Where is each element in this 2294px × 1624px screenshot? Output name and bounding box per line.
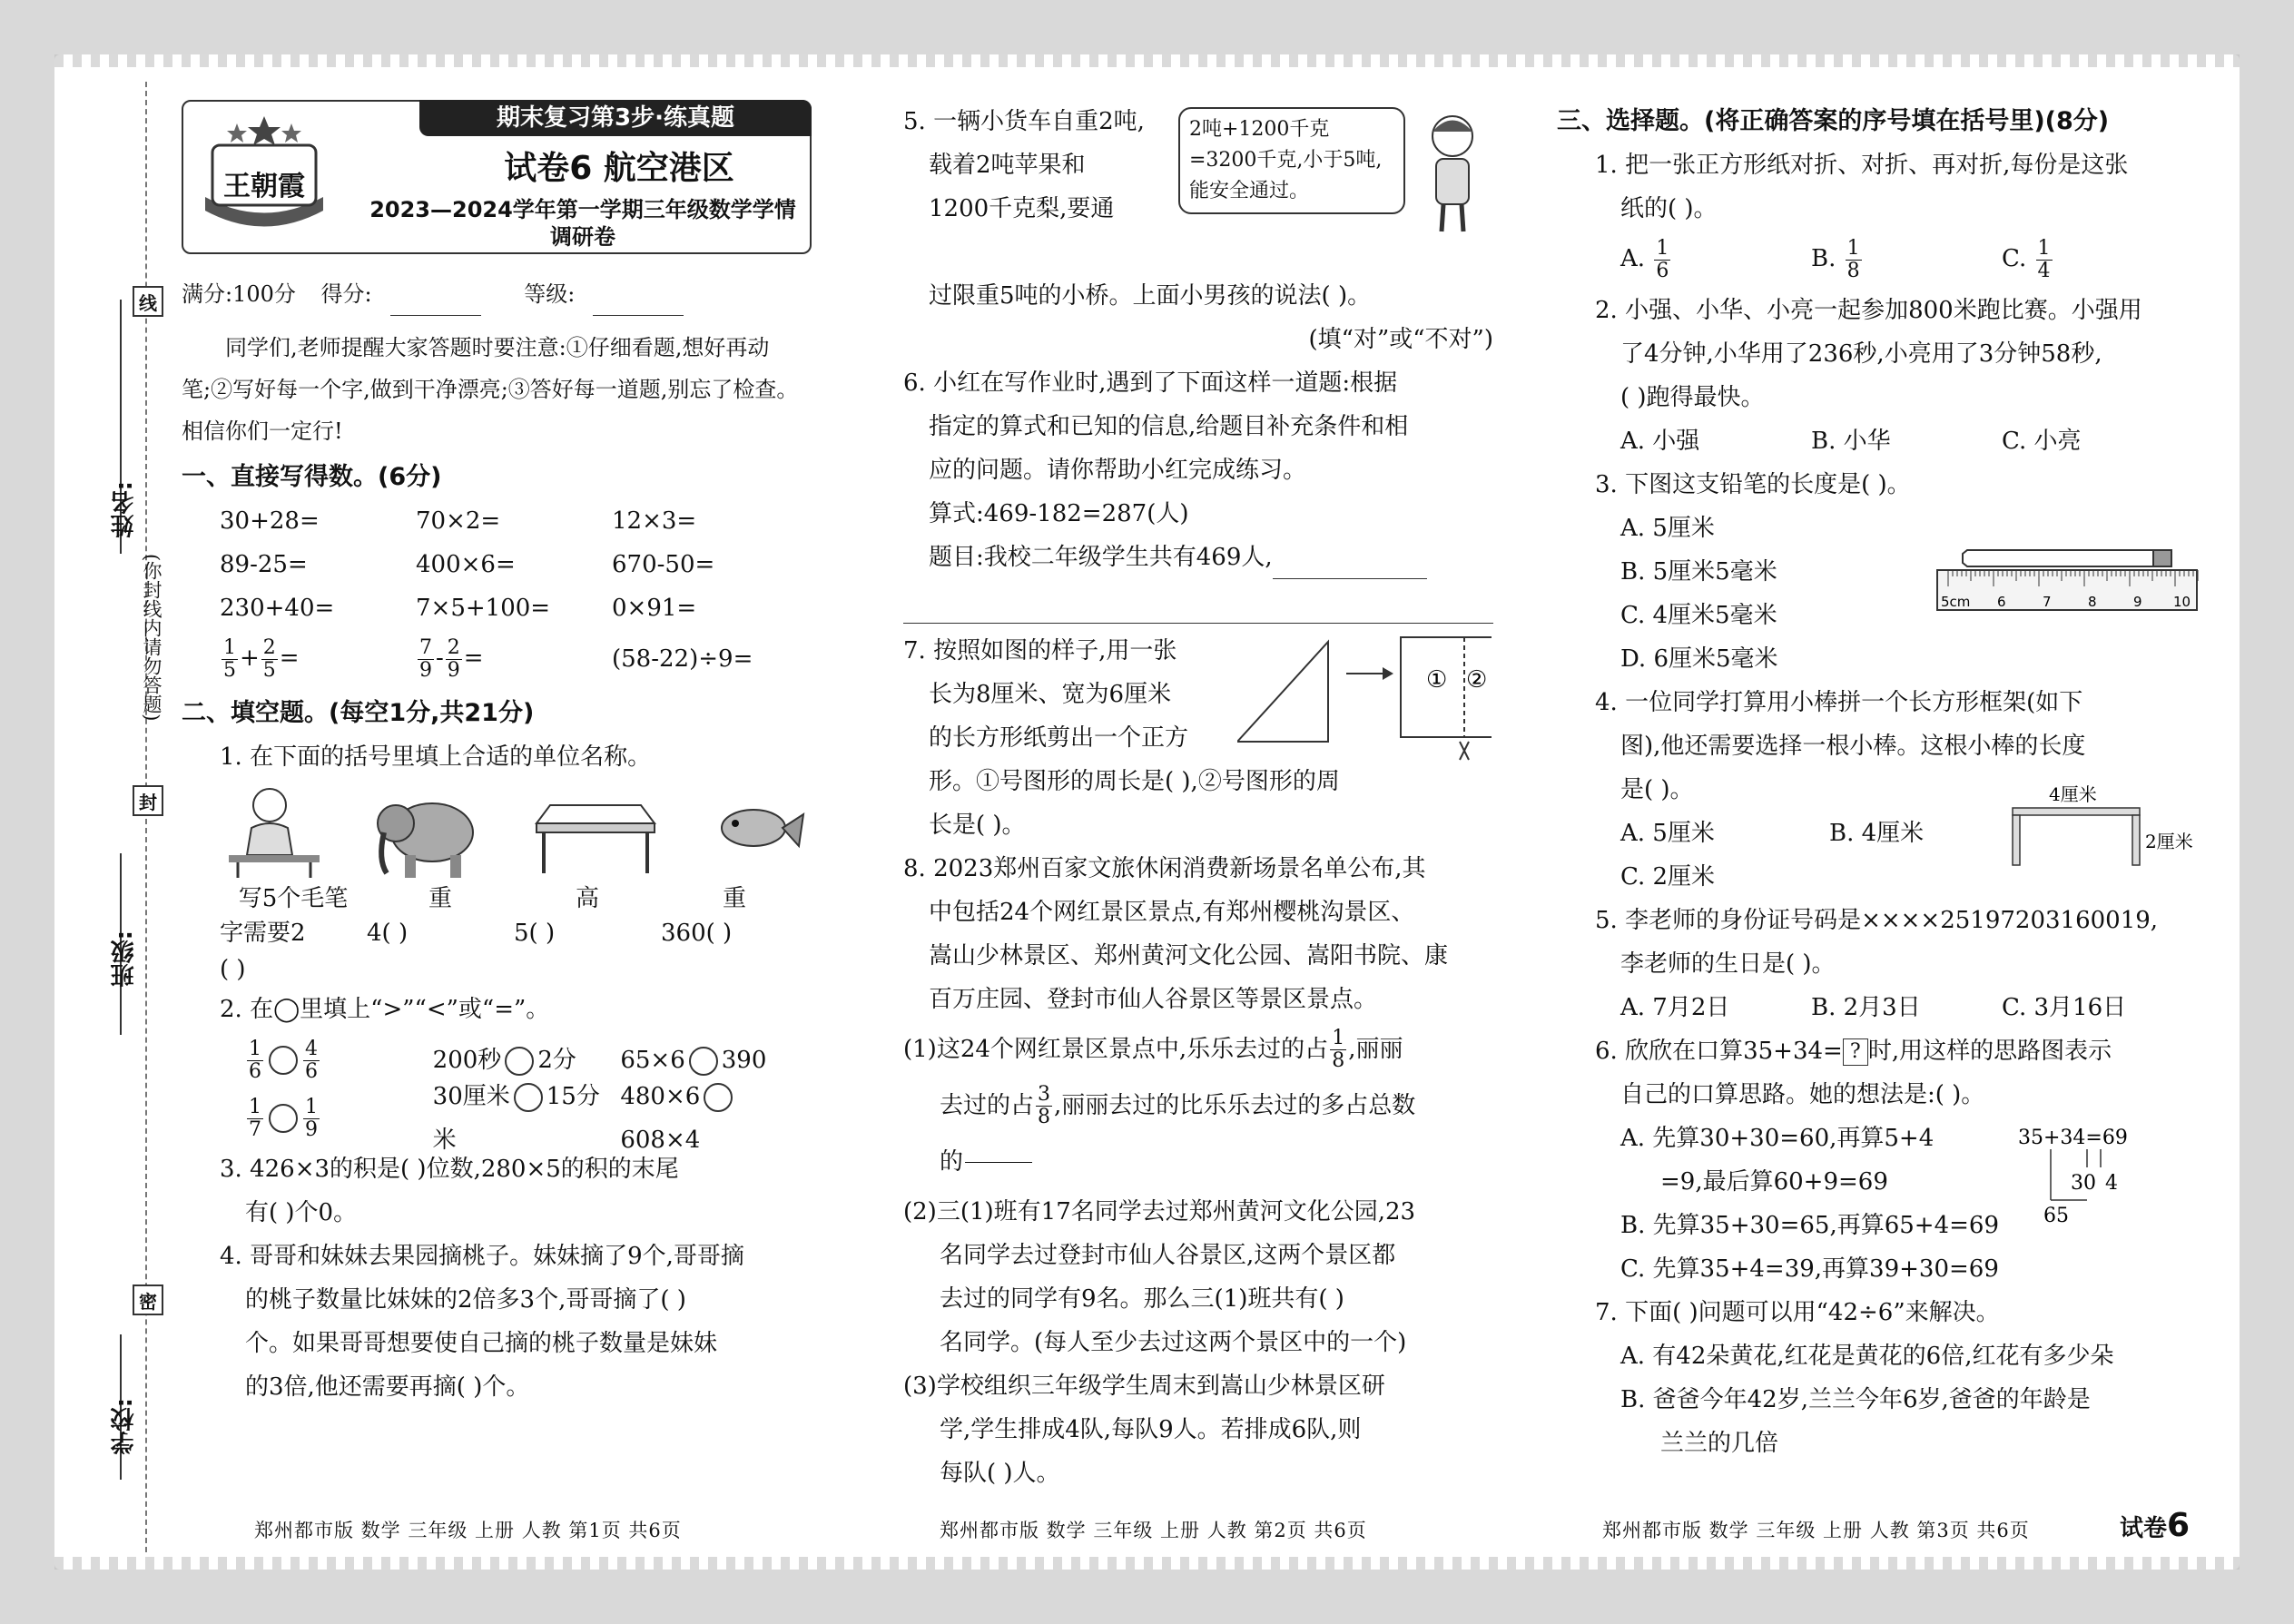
fraction-answer-blank[interactable] xyxy=(965,1140,1032,1185)
q1-blank[interactable]: 360( ) xyxy=(661,920,733,947)
q5-line: 过限重5吨的小桥。上面小男孩的说法( )。 xyxy=(929,282,1372,310)
option-c[interactable]: C. 2厘米 xyxy=(1620,863,1716,891)
grade-blank[interactable] xyxy=(593,293,684,316)
q8-3-line: 每队( )人。 xyxy=(940,1460,1060,1487)
section-3-body xyxy=(1557,143,2192,1465)
fill-q3-cont: 有( )个0。 xyxy=(245,1199,358,1226)
option-a[interactable]: A. 5厘米 xyxy=(1620,515,1715,542)
score-meta xyxy=(182,272,808,316)
mark-secret: 密 xyxy=(133,1284,163,1315)
calc-item: 400×6= xyxy=(416,551,516,578)
option-d[interactable]: D. 6厘米5毫米 xyxy=(1620,645,1778,673)
stick-side-label: 2厘米 xyxy=(2145,831,2193,852)
q5-block xyxy=(903,100,1493,318)
q5-line: 1200千克梨,要通 xyxy=(929,195,1115,222)
figure-label-1: ① xyxy=(1426,666,1448,694)
option-b[interactable]: B. $\frac{1}{8}$ xyxy=(1811,236,1860,282)
calc-item: 89-25= xyxy=(220,551,308,578)
option-a[interactable]: A. $\frac{1}{6}$ xyxy=(1620,236,1669,282)
fill-q4-cont: 个。如果哥哥想要使自己摘的桃子数量是妹妹 xyxy=(245,1330,718,1357)
option-a[interactable]: A. 有42朵黄花,红花是黄花的6倍,红花有多少朵 xyxy=(1620,1343,2114,1370)
q8-1-line: 的 xyxy=(903,1134,1493,1190)
option-a-cont: =9,最后算60+9=69 xyxy=(1660,1168,1888,1196)
choice-q1-cont: 纸的( )。 xyxy=(1620,195,1718,222)
boy-icon xyxy=(1416,109,1489,236)
option-c[interactable]: C. 小亮 xyxy=(2002,428,2082,455)
option-c[interactable]: C. $\frac{1}{4}$ xyxy=(2002,236,2051,282)
compare-item[interactable]: 30厘米 15分米 xyxy=(432,1083,600,1154)
choice-q4-cont: 图),他还需要选择一根小棒。这根小棒的长度 xyxy=(1620,733,2086,760)
mark-line: 线 xyxy=(133,286,163,317)
compare-item[interactable]: $\frac{1}{7}$ $\frac{1}{9}$ xyxy=(249,1095,318,1141)
q8-line: 嵩山少林景区、郑州黄河文化公园、嵩阳书院、康 xyxy=(929,942,1449,969)
review-banner: 期末复习第3步·练真题 xyxy=(419,100,812,136)
paper-subtitle: 2023—2024学年第一学期三年级数学学情调研卷 xyxy=(369,197,796,250)
exam-header xyxy=(182,100,812,254)
figure-label-2: ② xyxy=(1466,666,1488,694)
choice-q6: 6. 欣欣在口算35+34= ? 时,用这样的思路图表示 xyxy=(1595,1038,2112,1065)
stick-top-label: 4厘米 xyxy=(2049,784,2097,805)
fill-q3: 3. 426×3的积是( )位数,280×5的积的末尾 xyxy=(220,1156,679,1183)
diagram-num: 30 xyxy=(2071,1172,2096,1195)
q7-line: 的长方形纸剪出一个正方 xyxy=(929,724,1189,752)
q6-formula: 算式:469-182=287(人) xyxy=(929,500,1189,527)
q1-label: 高 xyxy=(575,885,599,912)
option-b[interactable]: B. 小华 xyxy=(1811,428,1891,455)
q3-options xyxy=(1595,507,2192,681)
fish-icon xyxy=(708,782,808,882)
q6-options xyxy=(1595,1117,2192,1291)
q7-line: 长是( )。 xyxy=(929,812,1026,839)
q8-2-line: (2)三(1)班有17名同学去过郑州黄河文化公园,23 xyxy=(903,1198,1416,1225)
option-c[interactable]: C. 4厘米5毫米 xyxy=(1620,602,1777,629)
no-answer-note: (你封线内请勿答题) xyxy=(141,554,162,722)
q1-label: 写5个毛笔 xyxy=(238,885,349,912)
section-1-title: 一、直接写得数。(6分) xyxy=(182,463,442,491)
q7-line: 7. 按照如图的样子,用一张 xyxy=(903,637,1177,664)
girl-writing-icon xyxy=(220,782,329,882)
full-score: 满分:100分 xyxy=(182,281,296,307)
cut-square-figure xyxy=(1237,633,1492,769)
choice-q2-cont: 了4分钟,小华用了236秒,小亮用了3分钟58秒, xyxy=(1620,340,2102,368)
option-a[interactable]: A. 先算30+30=60,再算5+4 xyxy=(1620,1125,1935,1152)
choice-q6-cont: 自己的口算思路。她的想法是:( )。 xyxy=(1620,1081,1985,1108)
ruler-label: 5cm xyxy=(1941,594,1971,610)
fill-q1: 1. 在下面的括号里填上合适的单位名称。 xyxy=(220,743,652,771)
q4-options xyxy=(1595,784,2193,899)
q8-2-line: 名同学。(每人至少去过这两个景区中的一个) xyxy=(940,1329,1407,1356)
calc-item: 670-50= xyxy=(612,551,715,578)
ruler-label: 6 xyxy=(1997,594,2006,610)
calc-item: 7×5+100= xyxy=(416,595,551,622)
calc-item: (58-22)÷9= xyxy=(612,645,753,673)
fill-q4-cont: 的桃子数量比妹妹的2倍多3个,哥哥摘了( ) xyxy=(245,1286,686,1314)
wavy-border-bottom xyxy=(54,1557,2240,1570)
choice-q4-cont: 是( )。 xyxy=(1620,776,1694,803)
page-footer-2: 郑州都市版 数学 三年级 上册 人教 第2页 共6页 xyxy=(940,1520,1367,1541)
section-2-title: 二、填空题。(每空1分,共21分) xyxy=(182,699,535,727)
intro-text: 同学们,老师提醒大家答题时要注意:①仔细看题,想好再动笔;②写好每一个字,做到干净漂亮;③答好每一道题,别忘了检查。相信你们一定行! xyxy=(182,335,799,444)
q6-problem: 题目:我校二年级学生共有469人, xyxy=(929,544,1273,571)
speech-bubble: 2吨+1200千克=3200千克,小于5吨,能安全通过。 xyxy=(1178,107,1405,214)
section-3-title: 三、选择题。(将正确答案的序号填在括号里)(8分) xyxy=(1557,107,2110,135)
option-a[interactable]: A. 小强 xyxy=(1620,428,1700,455)
q6-blank-line[interactable] xyxy=(903,579,1493,624)
q8-line: 百万庄园、登封市仙人谷景区等景区景点。 xyxy=(929,986,1378,1013)
stick-frame-figure xyxy=(1994,784,2194,875)
compare-circle[interactable] xyxy=(514,1083,543,1112)
table-icon xyxy=(527,782,664,882)
fill-q4-cont: 的3倍,他还需要再摘( )个。 xyxy=(245,1373,530,1401)
q1-label: 重 xyxy=(722,885,746,912)
q7-line: 长为8厘米、宽为6厘米 xyxy=(929,681,1172,708)
compare-circle[interactable] xyxy=(269,1046,298,1075)
compare-circle[interactable] xyxy=(689,1047,718,1076)
q8-3-line: 学,学生排成4队,每队9人。若排成6队,则 xyxy=(940,1416,1362,1443)
q8-1-line: 去过的占 $\frac{3}{8}$ ,丽丽去过的比乐乐去过的多占总数 xyxy=(940,1082,1416,1128)
diagram-equation: 35+34=69 xyxy=(2018,1127,2128,1149)
ruler-label: 10 xyxy=(2173,594,2191,610)
q6-blank[interactable] xyxy=(1273,555,1427,579)
logo-text: 王朝霞 xyxy=(223,171,305,202)
score-label: 得分: xyxy=(320,281,372,307)
q8-line: 中包括24个网红景区景点,有郑州樱桃沟景区、 xyxy=(929,899,1415,926)
calc-item: 12×3= xyxy=(612,507,697,535)
page-footer-3: 郑州都市版 数学 三年级 上册 人教 第3页 共6页 xyxy=(1602,1520,2030,1541)
option-b-cont: 兰兰的几倍 xyxy=(1660,1430,1779,1457)
diagram-num: 4 xyxy=(2105,1172,2118,1195)
choice-q2-cont: ( )跑得最快。 xyxy=(1620,384,1765,411)
choice-q2: 2. 小强、小华、小亮一起参加800米跑比赛。小强用 xyxy=(1595,297,2142,324)
q7-line: 形。①号图形的周长是( ),②号图形的周 xyxy=(929,768,1340,795)
q6-line: 应的问题。请你帮助小红完成练习。 xyxy=(929,457,1307,484)
option-b[interactable]: B. 先算35+30=65,再算65+4=69 xyxy=(1620,1212,2000,1239)
paper-tag-number: 6 xyxy=(2167,1507,2191,1544)
question-box: ? xyxy=(1843,1038,1868,1066)
q1-pictures xyxy=(220,782,808,882)
calc-item: 0×91= xyxy=(612,595,697,622)
option-c[interactable]: C. 先算35+4=39,再算39+30=69 xyxy=(1620,1255,1999,1283)
option-b[interactable]: B. 爸爸今年42岁,兰兰今年6岁,爸爸的年龄是 xyxy=(1620,1386,2091,1413)
option-b[interactable]: B. 4厘米 xyxy=(1829,820,1925,847)
choice-q5-cont: 李老师的生日是( )。 xyxy=(1620,950,1836,978)
mark-seal: 封 xyxy=(133,785,163,816)
paper-tag-label: 试卷 xyxy=(2120,1515,2168,1542)
calc-item: 70×2= xyxy=(416,507,501,535)
ruler-label: 8 xyxy=(2088,594,2097,610)
column-3 xyxy=(1557,100,2192,1465)
q1-blank[interactable]: 4( ) xyxy=(367,920,409,947)
option-a[interactable]: A. 7月2日 xyxy=(1620,994,1730,1021)
column-2 xyxy=(903,100,1493,1495)
compare-item[interactable]: $\frac{1}{6}$ $\frac{4}{6}$ xyxy=(249,1037,318,1083)
q5-line: 5. 一辆小货车自重2吨, xyxy=(903,108,1145,135)
compare-item[interactable]: 200秒 2分 xyxy=(432,1047,576,1074)
wavy-border-top xyxy=(54,54,2240,67)
section-1-body xyxy=(182,499,808,688)
binding-margin xyxy=(100,82,182,1552)
choice-q1: 1. 把一张正方形纸对折、对折、再对折,每份是这张 xyxy=(1595,152,2129,179)
compare-circle[interactable] xyxy=(704,1083,733,1112)
compare-item[interactable]: 65×6 390 xyxy=(620,1047,767,1074)
q8-3-line: (3)学校组织三年级学生周末到嵩山少林景区研 xyxy=(903,1373,1385,1400)
q1-blank[interactable]: ( ) xyxy=(220,956,246,983)
calc-item: 30+28= xyxy=(220,507,320,535)
section-2-body xyxy=(182,735,808,1409)
scissors-icon xyxy=(1460,742,1469,760)
ruler-pencil-figure xyxy=(1935,543,2199,615)
paper-title: 试卷6 航空港区 xyxy=(504,150,734,187)
choice-q3: 3. 下图这支铅笔的长度是( )。 xyxy=(1595,471,1911,498)
option-a[interactable]: A. 5厘米 xyxy=(1620,820,1715,847)
q5-hint: (填“对”或“不对”) xyxy=(1308,326,1493,353)
ruler-label: 7 xyxy=(2043,594,2052,610)
compare-circle[interactable] xyxy=(269,1104,298,1133)
fill-q2: 2. 在◯里填上“>”“<”或“=”。 xyxy=(220,996,550,1023)
calc-item-fraction-sub: $\frac{7}{9}$ - $\frac{2}{9}$ = xyxy=(419,635,484,682)
q8-1-line: (1)这24个网红景区景点中,乐乐去过的占 $\frac{1}{8}$ ,丽丽 xyxy=(903,1026,1403,1072)
brand-logo xyxy=(196,111,332,238)
diagram-num: 65 xyxy=(2043,1205,2069,1225)
choice-q7: 7. 下面( )问题可以用“42÷6”来解决。 xyxy=(1595,1299,2000,1326)
choice-q4: 4. 一位同学打算用小棒拼一个长方形框架(如下 xyxy=(1595,689,2083,716)
q8-line: 8. 2023郑州百家文旅休闲消费新场景名单公布,其 xyxy=(903,855,1426,882)
option-b[interactable]: B. 5厘米5毫米 xyxy=(1620,558,1777,586)
column-1 xyxy=(182,100,808,1409)
compare-circle[interactable] xyxy=(505,1047,534,1076)
class-label: 班级: xyxy=(111,930,138,988)
q6-line: 指定的算式和已知的信息,给题目补充条件和相 xyxy=(929,413,1409,440)
option-b[interactable]: B. 2月3日 xyxy=(1811,994,1921,1021)
school-label: 学校: xyxy=(111,1398,138,1455)
calc-item-fraction-add: $\frac{1}{5}$ + $\frac{2}{5}$ = xyxy=(223,635,300,682)
grade-label: 等级: xyxy=(524,281,576,307)
q8-2-line: 去过的同学有9名。那么三(1)班共有( ) xyxy=(940,1285,1344,1313)
name-label: 姓名: xyxy=(111,481,138,538)
ruler-label: 9 xyxy=(2133,594,2142,610)
q5-line: 载着2吨苹果和 xyxy=(929,152,1086,179)
choice-q5: 5. 李老师的身份证号码是××××25197203160019, xyxy=(1595,907,2159,934)
elephant-icon xyxy=(373,782,482,882)
q8-2-line: 名同学去过登封市仙人谷景区,这两个景区都 xyxy=(940,1242,1396,1269)
q1-blank[interactable]: 5( ) xyxy=(514,920,556,947)
paper-number-tag xyxy=(2120,1507,2190,1544)
fill-q4: 4. 哥哥和妹妹去果园摘桃子。妹妹摘了9个,哥哥摘 xyxy=(220,1243,744,1270)
q7-block xyxy=(903,629,1493,760)
calc-item: 230+40= xyxy=(220,595,335,622)
page-footer-1: 郑州都市版 数学 三年级 上册 人教 第1页 共6页 xyxy=(254,1520,682,1541)
q6-line: 6. 小红在写作业时,遇到了下面这样一道题:根据 xyxy=(903,369,1398,397)
q1-label: 重 xyxy=(428,885,452,912)
compare-item[interactable]: 480×6608×4 xyxy=(620,1075,808,1162)
thinking-diagram xyxy=(2014,1117,2196,1225)
option-c[interactable]: C. 3月16日 xyxy=(2002,994,2127,1021)
score-blank[interactable] xyxy=(390,293,481,316)
q1-blank[interactable]: 字需要2 xyxy=(220,920,306,947)
